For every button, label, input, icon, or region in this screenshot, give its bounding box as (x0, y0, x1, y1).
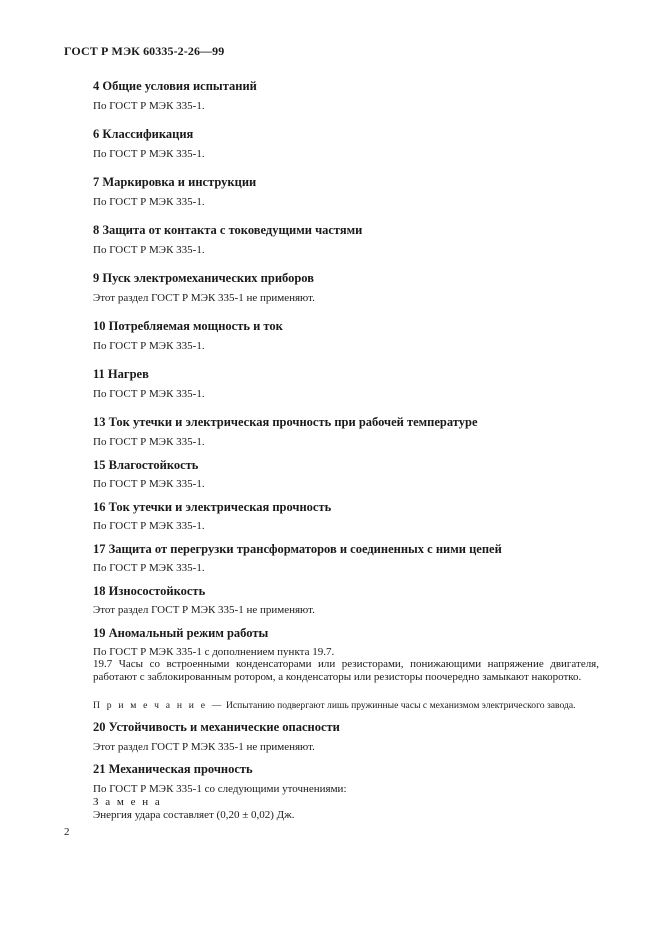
section-title: 17 Защита от перегрузки трансформаторов и соединенных с ними цепей (93, 542, 502, 556)
section-text: По ГОСТ Р МЭК 335-1. (93, 562, 205, 574)
section-title: 10 Потребляемая мощность и ток (93, 319, 283, 333)
section-text: По ГОСТ Р МЭК 335-1. (93, 340, 205, 352)
section-text: По ГОСТ Р МЭК 335-1 с дополнением пункта 19.7. (93, 646, 335, 658)
section-text: По ГОСТ Р МЭК 335-1. (93, 478, 205, 490)
section-text: По ГОСТ Р МЭК 335-1. (93, 244, 205, 256)
section-text: Этот раздел ГОСТ Р МЭК 335-1 не применяют. (93, 741, 315, 753)
section-text: Этот раздел ГОСТ Р МЭК 335-1 не применяют. (93, 292, 315, 304)
section-text: По ГОСТ Р МЭК 335-1. (93, 388, 205, 400)
clause-19-7-paragraph: 19.7 Часы со встроенными конденсаторами или резисторами, понижающими напряжение двигателя, работают с заблокированным ротором, а конденсаторы или резисторы поочередно замыкают накоротко. (93, 658, 599, 683)
section-title: 6 Классификация (93, 127, 194, 141)
document-header: ГОСТ Р МЭК 60335-2-26—99 (64, 44, 225, 58)
section-title: 20 Устойчивость и механические опасности (93, 720, 340, 734)
section-title: 9 Пуск электромеханических приборов (93, 271, 314, 285)
section-text: По ГОСТ Р МЭК 335-1. (93, 148, 205, 160)
section-text: Этот раздел ГОСТ Р МЭК 335-1 не применяют. (93, 604, 315, 616)
section-title: 19 Аномальный режим работы (93, 626, 269, 640)
note-text: Испытанию подвергают лишь пружинные часы с механизмом электрического завода. (225, 700, 576, 711)
section-title: 4 Общие условия испытаний (93, 79, 257, 93)
section-title: 18 Износостойкость (93, 584, 206, 598)
section-text: По ГОСТ Р МЭК 335-1 со следующими уточнениями: (93, 783, 347, 795)
section-title: 13 Ток утечки и электрическая прочность при рабочей температуре (93, 415, 478, 429)
section-title: 8 Защита от контакта с токоведущими частями (93, 223, 363, 237)
section-title: 16 Ток утечки и электрическая прочность (93, 500, 332, 514)
page-number: 2 (64, 826, 70, 838)
section-title: 15 Влагостойкость (93, 458, 199, 472)
section-text: По ГОСТ Р МЭК 335-1. (93, 196, 205, 208)
section-title: 11 Нагрев (93, 367, 149, 381)
section-text: По ГОСТ Р МЭК 335-1. (93, 520, 205, 532)
section-text: По ГОСТ Р МЭК 335-1. (93, 436, 205, 448)
note-label: П р и м е ч а н и е — (93, 700, 224, 711)
section-text: По ГОСТ Р МЭК 335-1. (93, 100, 205, 112)
impact-energy-text: Энергия удара составляет (0,20 ± 0,02) Дж. (93, 809, 295, 821)
section-title: 7 Маркировка и инструкции (93, 175, 257, 189)
replacement-label: З а м е н а (93, 796, 162, 808)
section-title: 21 Механическая прочность (93, 762, 253, 776)
note (93, 700, 603, 711)
